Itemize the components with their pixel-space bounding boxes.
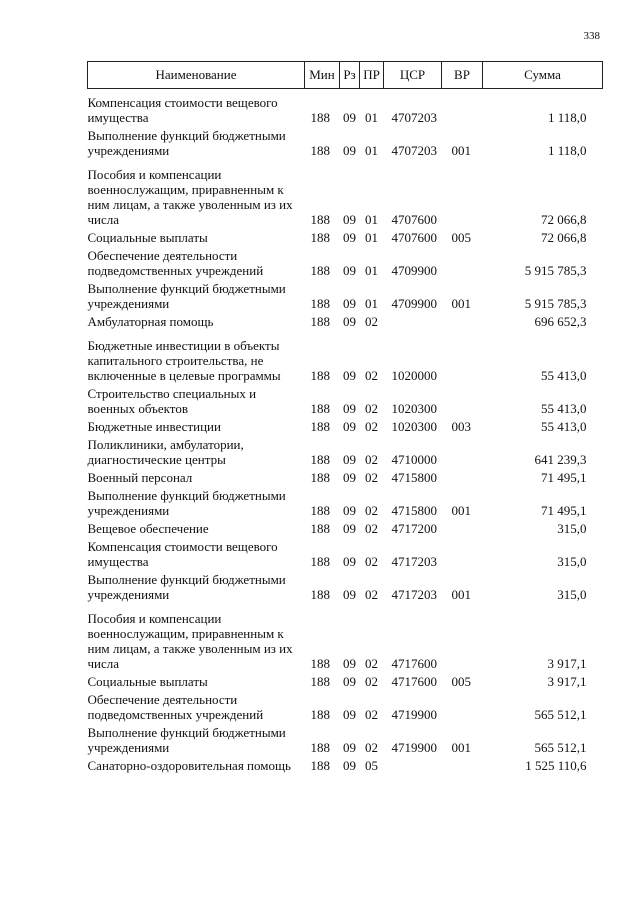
table-row (88, 755, 603, 773)
row-csr: 4717600 (391, 656, 437, 671)
row-min: 188 (310, 263, 330, 278)
row-rz: 09 (343, 503, 356, 518)
row-pr: 02 (365, 554, 378, 569)
row-name: Обеспечение деятельности подведомственных учреждений (87, 248, 264, 278)
row-pr: 02 (365, 656, 378, 671)
table-row (88, 485, 603, 518)
row-csr: 4717200 (391, 521, 437, 536)
row-sum: 5 915 785,3 (524, 263, 587, 278)
table-row (88, 518, 603, 536)
row-name: Санаторно-оздоровительная помощь (87, 758, 291, 773)
row-name: Социальные выплаты (87, 230, 208, 245)
row-pr: 01 (365, 143, 378, 158)
row-vr: 005 (451, 674, 471, 689)
row-vr: 001 (451, 143, 471, 158)
row-min: 188 (310, 707, 330, 722)
row-name: Бюджетные инвестиции (87, 419, 221, 434)
row-name: Военный персонал (87, 470, 193, 485)
table-row (88, 434, 603, 467)
table-header-row (88, 62, 603, 89)
row-rz: 09 (343, 656, 356, 671)
row-min: 188 (310, 314, 330, 329)
row-name: Амбулаторная помощь (87, 314, 214, 329)
row-name: Выполнение функций бюджетными учреждениями (87, 128, 286, 158)
row-vr (442, 602, 483, 671)
table-row (88, 89, 603, 126)
row-rz: 09 (343, 401, 356, 416)
row-sum: 55 413,0 (541, 419, 587, 434)
row-csr: 4717203 (391, 587, 437, 602)
table-body (88, 89, 603, 774)
row-sum: 3 917,1 (547, 656, 587, 671)
row-name: Выполнение функций бюджетными учреждениями (87, 488, 286, 518)
row-min: 188 (310, 656, 330, 671)
row-sum: 55 413,0 (541, 401, 587, 416)
row-min: 188 (310, 521, 330, 536)
row-sum: 565 512,1 (534, 707, 587, 722)
row-name: Пособия и компенсации военнослужащим, приравненным к ним лицам, а также уволенным из их числа (87, 167, 293, 227)
row-name: Обеспечение деятельности подведомственных учреждений (87, 692, 264, 722)
row-pr: 01 (365, 263, 378, 278)
row-csr: 4707600 (391, 230, 437, 245)
row-vr: 003 (451, 419, 471, 434)
row-min: 188 (310, 503, 330, 518)
row-sum: 696 652,3 (534, 314, 587, 329)
row-rz: 09 (343, 110, 356, 125)
row-csr: 4710000 (391, 452, 437, 467)
row-csr: 4715800 (391, 503, 437, 518)
row-min: 188 (310, 401, 330, 416)
row-min: 188 (310, 143, 330, 158)
table-row (88, 602, 603, 671)
row-vr (442, 329, 483, 383)
row-vr: 001 (451, 296, 471, 311)
row-rz: 09 (343, 314, 356, 329)
row-vr: 001 (451, 587, 471, 602)
table-row (88, 569, 603, 602)
row-rz: 09 (343, 230, 356, 245)
row-sum: 315,0 (557, 521, 587, 536)
row-name: Строительство специальных и военных объектов (87, 386, 257, 416)
row-csr: 4707203 (391, 143, 437, 158)
row-pr: 01 (365, 230, 378, 245)
row-pr: 01 (365, 110, 378, 125)
row-vr (442, 434, 483, 467)
header-name: Наименование (88, 62, 305, 89)
header-vr: ВР (442, 62, 483, 89)
table-row (88, 245, 603, 278)
table-row (88, 278, 603, 311)
row-csr: 4719900 (391, 740, 437, 755)
table-row (88, 536, 603, 569)
row-pr: 02 (365, 419, 378, 434)
table-row (88, 311, 603, 329)
row-rz: 09 (343, 470, 356, 485)
row-name: Выполнение функций бюджетными учреждениями (87, 725, 286, 755)
row-name: Выполнение функций бюджетными учреждениями (87, 572, 286, 602)
row-sum: 3 917,1 (547, 674, 587, 689)
row-csr: 4709900 (391, 263, 437, 278)
row-rz: 09 (343, 674, 356, 689)
row-pr: 02 (365, 401, 378, 416)
row-rz: 09 (343, 143, 356, 158)
row-pr: 02 (365, 470, 378, 485)
row-min: 188 (310, 674, 330, 689)
row-min: 188 (310, 212, 330, 227)
page-number: 338 (583, 30, 600, 42)
row-pr: 02 (365, 707, 378, 722)
row-pr: 02 (365, 521, 378, 536)
row-min: 188 (310, 587, 330, 602)
row-min: 188 (310, 419, 330, 434)
row-pr: 01 (365, 212, 378, 227)
row-sum: 71 495,1 (541, 470, 587, 485)
row-min: 188 (310, 470, 330, 485)
row-vr (442, 311, 483, 329)
row-sum: 565 512,1 (534, 740, 587, 755)
row-sum: 315,0 (557, 554, 587, 569)
header-csr: ЦСР (384, 62, 442, 89)
row-sum: 72 066,8 (541, 230, 587, 245)
row-csr: 4719900 (391, 707, 437, 722)
row-name: Выполнение функций бюджетными учреждениями (87, 281, 286, 311)
row-csr: 4717600 (391, 674, 437, 689)
row-vr (442, 383, 483, 416)
table-row (88, 158, 603, 227)
header-sum: Сумма (483, 62, 603, 89)
table-row (88, 383, 603, 416)
row-min: 188 (310, 452, 330, 467)
header-min: Мин (305, 62, 340, 89)
row-pr: 02 (365, 740, 378, 755)
row-rz: 09 (343, 740, 356, 755)
row-name: Пособия и компенсации военнослужащим, приравненным к ним лицам, а также уволенным из их числа (87, 611, 293, 671)
row-sum: 5 915 785,3 (524, 296, 587, 311)
row-csr: 4715800 (391, 470, 437, 485)
row-rz: 09 (343, 707, 356, 722)
row-pr: 02 (365, 674, 378, 689)
row-rz: 09 (343, 263, 356, 278)
row-name: Бюджетные инвестиции в объекты капитального строительства, не включенные в целевые программы (87, 338, 281, 383)
row-vr: 001 (451, 503, 471, 518)
row-rz: 09 (343, 419, 356, 434)
row-sum: 1 525 110,6 (525, 758, 587, 773)
row-sum: 71 495,1 (541, 503, 587, 518)
table-row (88, 689, 603, 722)
row-min: 188 (310, 740, 330, 755)
row-vr (442, 536, 483, 569)
row-rz: 09 (343, 452, 356, 467)
table-row (88, 722, 603, 755)
row-name: Поликлиники, амбулатории, диагностические центры (87, 437, 244, 467)
row-pr: 02 (365, 503, 378, 518)
row-vr: 001 (451, 740, 471, 755)
row-csr: 1020300 (391, 419, 437, 434)
row-min: 188 (310, 110, 330, 125)
row-name: Вещевое обеспечение (87, 521, 209, 536)
row-sum: 55 413,0 (541, 368, 587, 383)
row-sum: 315,0 (557, 587, 587, 602)
row-name: Компенсация стоимости вещевого имущества (87, 539, 278, 569)
table-row (88, 671, 603, 689)
row-rz: 09 (343, 521, 356, 536)
row-csr: 4717203 (391, 554, 437, 569)
row-min: 188 (310, 554, 330, 569)
table-row (88, 467, 603, 485)
row-min: 188 (310, 296, 330, 311)
row-rz: 09 (343, 758, 356, 773)
row-min: 188 (310, 368, 330, 383)
row-csr: 1020000 (391, 368, 437, 383)
row-rz: 09 (343, 368, 356, 383)
header-pr: ПР (360, 62, 384, 89)
row-csr (384, 311, 442, 329)
row-vr: 005 (451, 230, 471, 245)
row-sum: 641 239,3 (534, 452, 587, 467)
row-pr: 02 (365, 452, 378, 467)
table-row (88, 125, 603, 158)
row-pr: 01 (365, 296, 378, 311)
table-row (88, 227, 603, 245)
table-row (88, 416, 603, 434)
budget-table (87, 61, 603, 773)
row-vr (442, 518, 483, 536)
row-vr (442, 158, 483, 227)
row-sum: 1 118,0 (547, 143, 587, 158)
row-vr (442, 89, 483, 126)
row-csr: 4709900 (391, 296, 437, 311)
row-csr: 4707203 (391, 110, 437, 125)
row-vr (442, 755, 483, 773)
row-pr: 02 (365, 587, 378, 602)
row-vr (442, 245, 483, 278)
row-csr (384, 755, 442, 773)
row-min: 188 (310, 230, 330, 245)
row-pr: 02 (365, 368, 378, 383)
header-rz: Рз (340, 62, 360, 89)
row-name: Компенсация стоимости вещевого имущества (87, 95, 278, 125)
row-rz: 09 (343, 587, 356, 602)
row-name: Социальные выплаты (87, 674, 208, 689)
row-rz: 09 (343, 212, 356, 227)
row-pr: 02 (365, 314, 378, 329)
row-rz: 09 (343, 296, 356, 311)
row-vr (442, 467, 483, 485)
row-pr: 05 (365, 758, 378, 773)
row-sum: 72 066,8 (541, 212, 587, 227)
row-rz: 09 (343, 554, 356, 569)
row-min: 188 (310, 758, 330, 773)
row-vr (442, 689, 483, 722)
table-row (88, 329, 603, 383)
row-sum: 1 118,0 (547, 110, 587, 125)
row-csr: 1020300 (391, 401, 437, 416)
row-csr: 4707600 (391, 212, 437, 227)
